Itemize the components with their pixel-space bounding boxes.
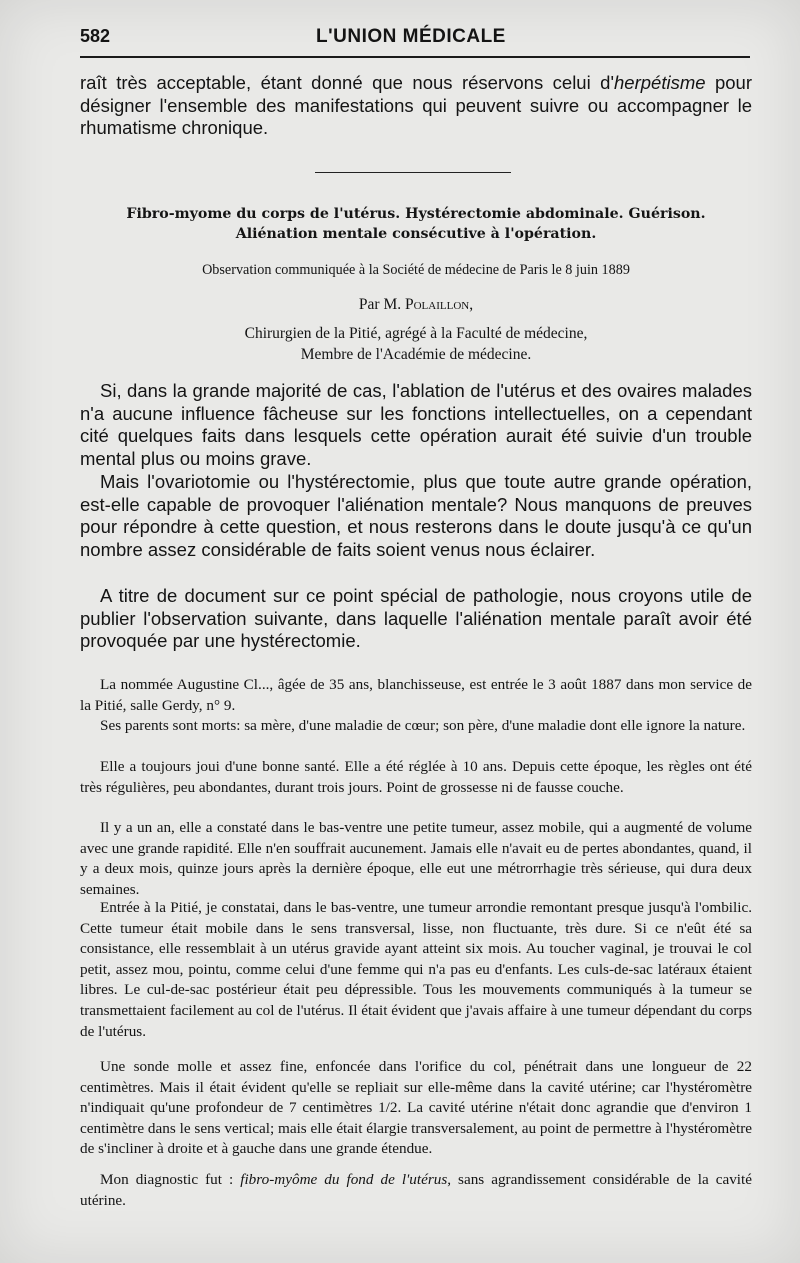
communication-note: Observation communiquée à la Société de médecine de Paris le 8 juin 1889 xyxy=(202,262,630,278)
intro-italic-word: herpétisme xyxy=(614,72,706,93)
header-rule xyxy=(80,56,750,58)
intro-paragraph xyxy=(80,72,752,140)
observation-paragraph: Ses parents sont morts: sa mère, d'une maladie de cœur; son père, d'une maladie dont elle ignore la nature. xyxy=(100,717,746,734)
page-header xyxy=(80,26,750,54)
diagnosis-suffix: , sans agrandissement considérable de la cavité utérine. xyxy=(80,1171,752,1209)
intro-text-start: raît très acceptable, étant donné que nous réservons celui d' xyxy=(80,72,614,93)
running-title: L'UNION MÉDICALE xyxy=(316,26,506,47)
article-title: Fibro-myome du corps de l'utérus. Hystérectomie abdominale. Guérison. xyxy=(126,206,706,222)
author-name: Polaillon xyxy=(404,296,470,313)
observation-paragraph: Elle a toujours joui d'une bonne santé. Elle a été réglée à 10 ans. Depuis cette époque, les règles ont été très régulières, peu abondantes, durant trois jours. Point de grossesse ni de fausse couche. xyxy=(80,758,752,796)
observation-paragraph: La nommée Augustine Cl..., âgée de 35 ans, blanchisseuse, est entrée le 3 août 1887 dans mon service de la Pitié, salle Gerdy, n° 9. xyxy=(80,676,752,714)
article-subtitle: Aliénation mentale consécutive à l'opération. xyxy=(235,226,597,242)
author-affiliation-2: Membre de l'Académie de médecine. xyxy=(300,346,532,363)
diagnosis-italic: fibro-myôme du fond de l'utérus xyxy=(240,1171,448,1188)
observation-paragraph: Il y a un an, elle a constaté dans le bas-ventre une petite tumeur, assez mobile, qui a augmenté de volume avec une grande rapidité. Elle n'en souffrait aucunement. Jamais elle n'avait eu de pertes abondantes, quand, il y a deux mois, quinze jours après la dernière époque, elle eut une métrorrhagie très sérieuse, qui dura deux semaines. xyxy=(80,819,752,898)
body-paragraph: A titre de document sur ce point spécial de pathologie, nous croyons utile de publier l'observation suivante, dans laquelle l'aliénation mentale paraît avoir été provoquée par une hystérectomie. xyxy=(80,585,752,652)
author-affiliation-1: Chirurgien de la Pitié, agrégé à la Faculté de médecine, xyxy=(244,325,588,342)
diagnosis-paragraph xyxy=(80,1170,752,1211)
page-number: 582 xyxy=(80,26,111,46)
body-paragraph: Si, dans la grande majorité de cas, l'ablation de l'utérus et des ovaires malades n'a aucune influence fâcheuse sur les fonctions intellectuelles, on a cependant cité quelques faits dans lesquels cette opération aurait été suivie d'un trouble mental plus ou moins grave. xyxy=(80,380,752,469)
section-divider xyxy=(315,172,511,173)
observation-paragraph: Entrée à la Pitié, je constatai, dans le bas-ventre, une tumeur arrondie remontant presque jusqu'à l'ombilic. Cette tumeur était mobile dans le sens transversal, lisse, non fluctuante, très dure. Si ce n'eût été sa consistance, elle ressemblait à un utérus gravide ayant atteint six mois. Au toucher vaginal, je trouvai le col petit, assez mou, pointu, comme celui d'une femme qui n'a pas eu d'enfants. Les culs-de-sac latéraux étaient libres. Le cul-de-sac postérieur était peu dépressible. Tous les mouvements communiqués à la tumeur se transmettaient facilement au col de l'utérus. Il était évident que j'avais affaire à une tumeur dépendant du corps de l'utérus. xyxy=(80,899,752,1040)
author-prefix: Par M. xyxy=(358,296,405,313)
author-line xyxy=(80,296,752,314)
author-suffix: , xyxy=(469,296,474,313)
intro-text-end: pour désigner l'ensemble des manifestations qui peuvent suivre ou accompagner le rhumatisme chronique. xyxy=(80,72,753,139)
body-paragraph: Mais l'ovariotomie ou l'hystérectomie, plus que toute autre grande opération, est-elle capable de provoquer l'aliénation mentale? Nous manquons de preuves pour répondre à cette question, et nous resterons dans le doute jusqu'à ce qu'un nombre assez considérable de faits soient venus nous éclairer. xyxy=(80,471,752,560)
observation-paragraph: Une sonde molle et assez fine, enfoncée dans l'orifice du col, pénétrait dans une longueur de 22 centimètres. Mais il était évident qu'elle se repliait sur elle-même dans la cavité utérine; car l'hystéromètre n'indiquait qu'une profondeur de 7 centimètres 1/2. La cavité utérine n'était donc agrandie que d'environ 1 centimètre dans le sens vertical; mais elle était élargie transversalement, au point de permettre à l'hystéromètre de s'incliner à droite et à gauche dans une grande étendue. xyxy=(80,1058,752,1158)
diagnosis-prefix: Mon diagnostic fut : xyxy=(100,1171,241,1188)
